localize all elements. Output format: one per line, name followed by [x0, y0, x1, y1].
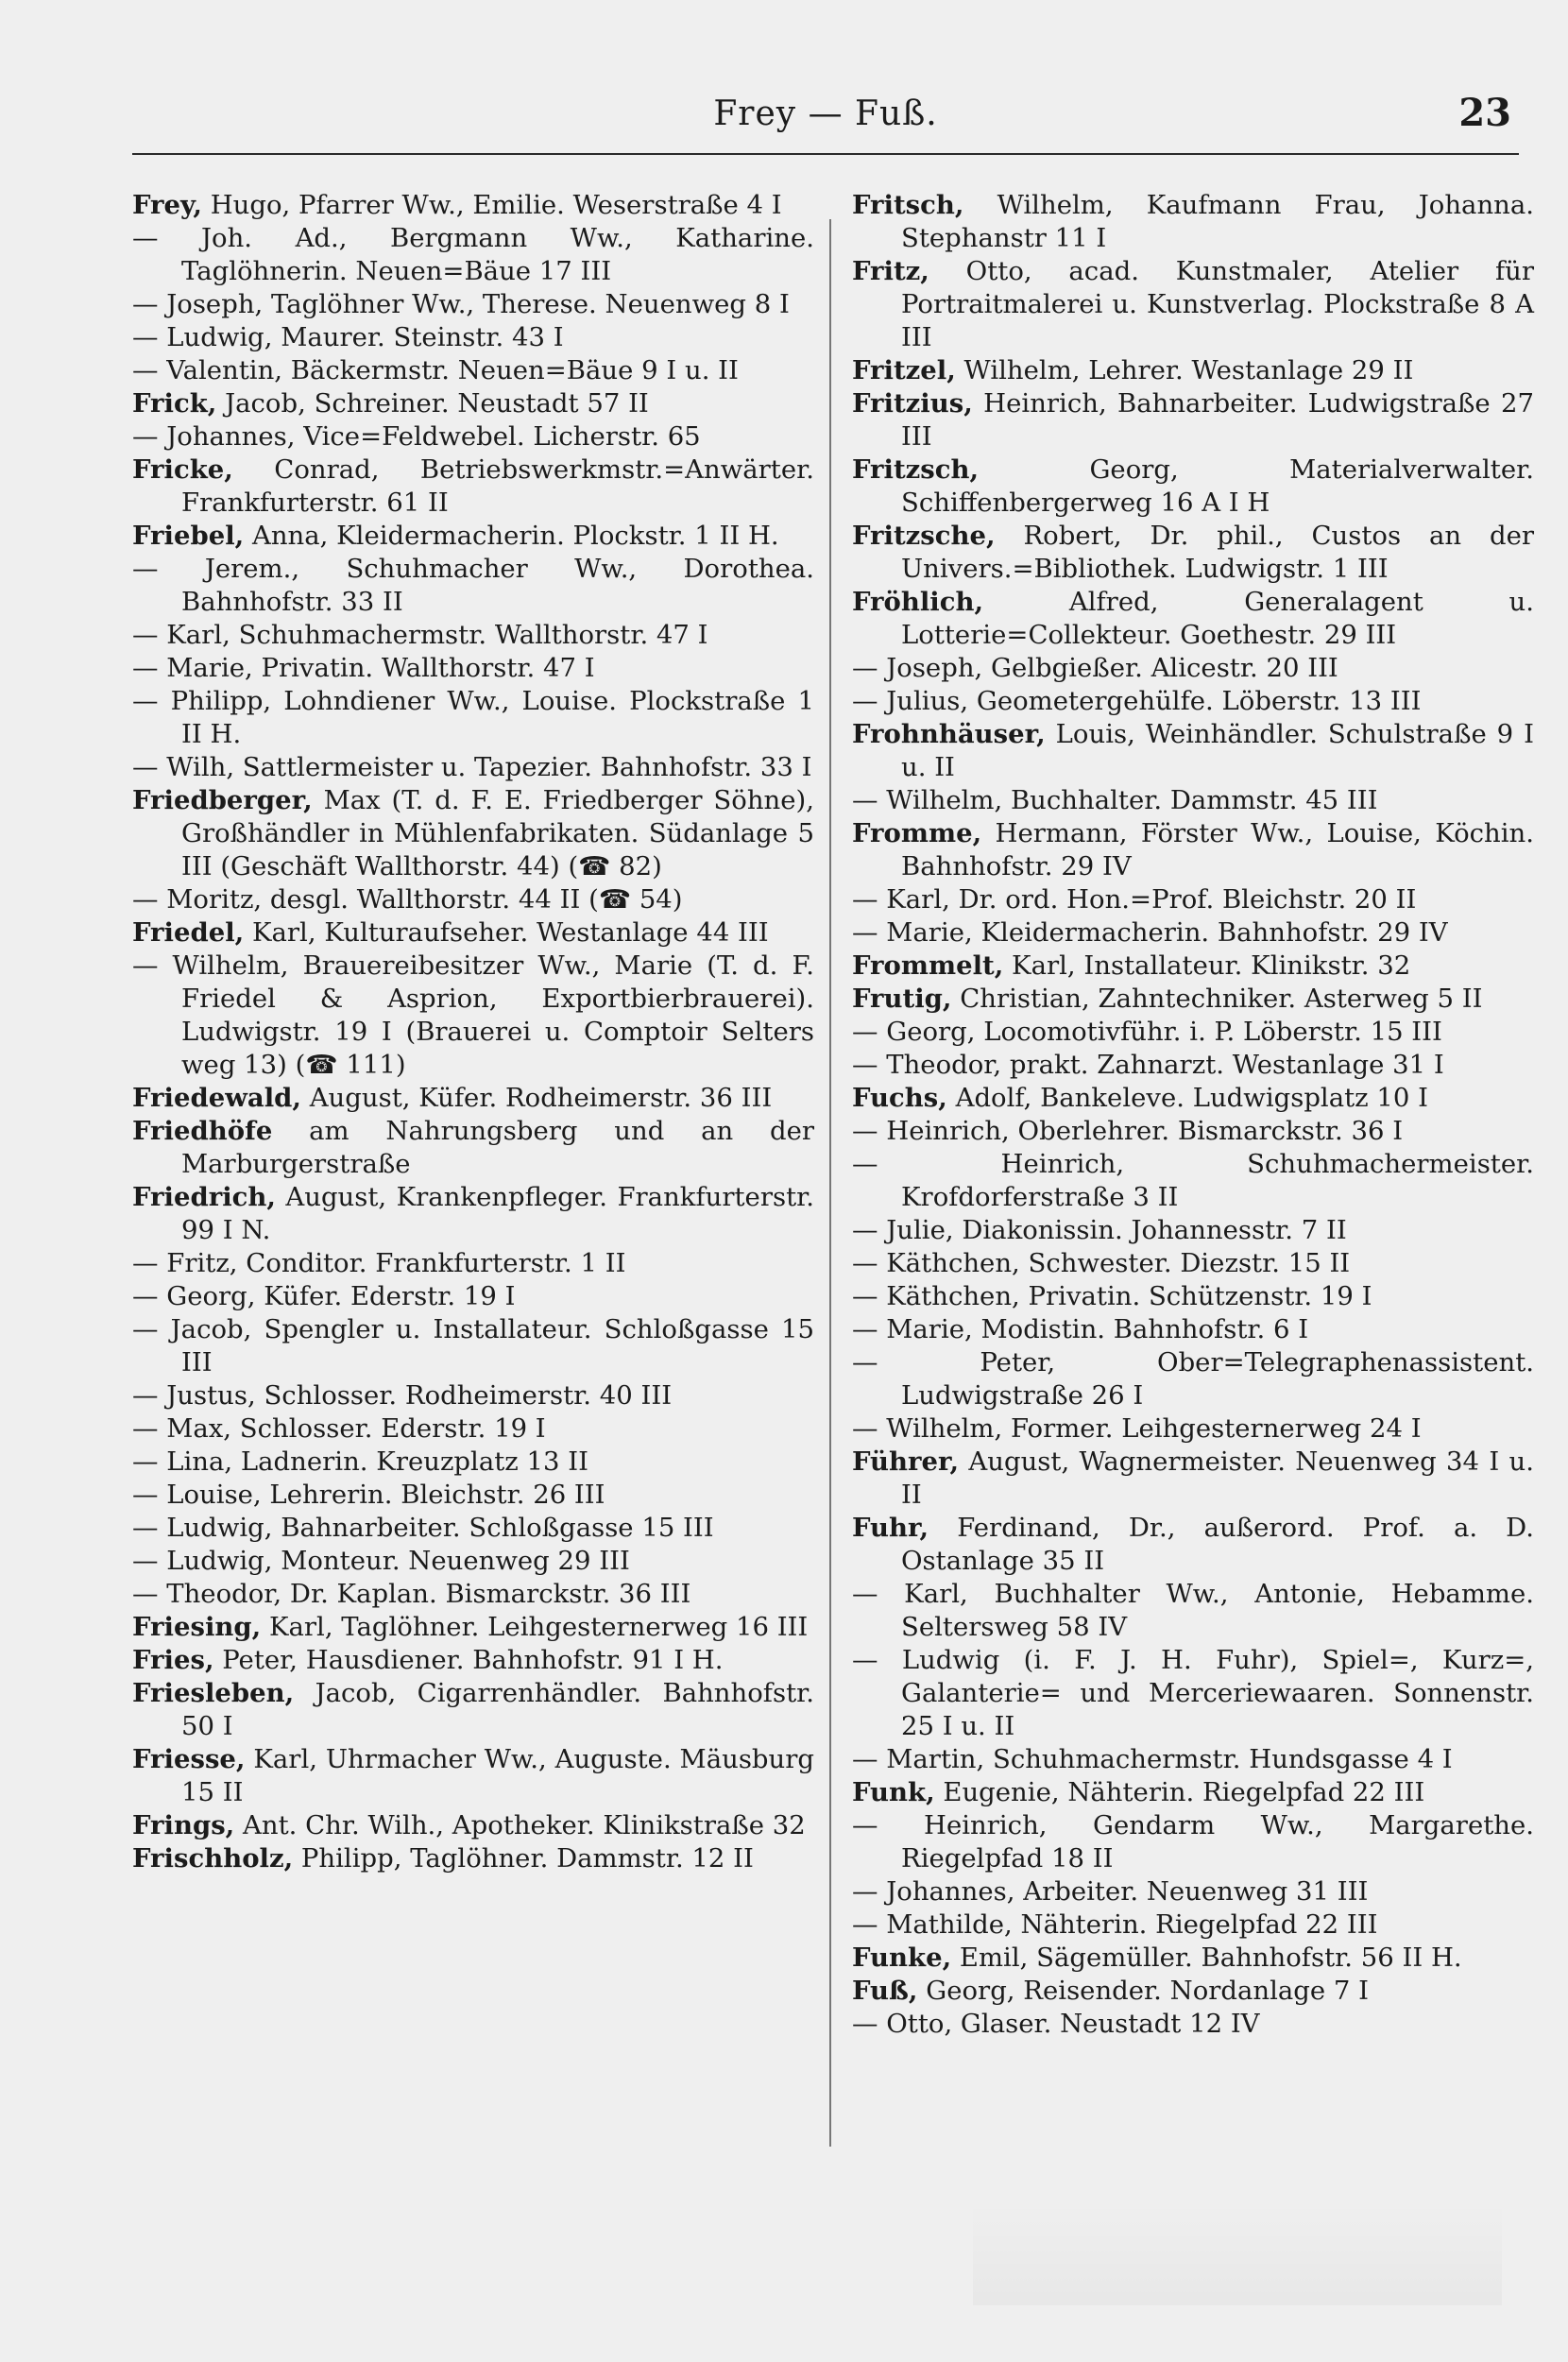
directory-entry: [852, 817, 1534, 883]
entry-details: Heinrich, Bahnarbeiter. Ludwigstraße 27 III: [901, 388, 1534, 452]
directory-entry: [852, 1446, 1534, 1512]
column-divider: [829, 219, 831, 2147]
entry-surname: Fritzsch,: [852, 454, 980, 485]
entry-surname: Friebel,: [132, 521, 245, 551]
directory-entry: [852, 883, 1534, 916]
directory-entry: [852, 1115, 1534, 1148]
entry-details: Georg, Materialverwalter. Schiffenbergerweg 16 A I H: [901, 454, 1534, 518]
entry-details: — Georg, Küfer. Ederstr. 19 I: [132, 1281, 516, 1311]
directory-entry: [132, 1280, 814, 1313]
entry-details: — Heinrich, Oberlehrer. Bismarckstr. 36 I: [852, 1116, 1404, 1146]
directory-entry: [132, 1545, 814, 1578]
directory-entry: [852, 1512, 1534, 1578]
entry-surname: Friedel,: [132, 917, 245, 948]
entry-details: Adolf, Bankeleve. Ludwigsplatz 10 I: [946, 1083, 1428, 1113]
directory-entry: [132, 520, 814, 553]
entry-surname: Funk,: [852, 1777, 935, 1807]
entry-details: Karl, Uhrmacher Ww., Auguste. Mäusburg 15 II: [181, 1744, 814, 1807]
entry-details: — Heinrich, Schuhmachermeister. Krofdorferstraße 3 II: [852, 1149, 1534, 1212]
page-stain: [973, 2201, 1502, 2305]
entry-details: — Philipp, Lohndiener Ww., Louise. Plockstraße 1 II H.: [132, 686, 814, 749]
entry-details: — Marie, Kleidermacherin. Bahnhofstr. 29 IV: [852, 917, 1448, 948]
directory-entry: [852, 189, 1534, 255]
entry-details: — Joseph, Gelbgießer. Alicestr. 20 III: [852, 653, 1338, 683]
right-column: [852, 189, 1534, 2041]
directory-entry: [132, 685, 814, 751]
directory-entry: [852, 255, 1534, 354]
directory-entry: [132, 1479, 814, 1512]
entry-details: Karl, Kulturaufseher. Westanlage 44 III: [244, 917, 769, 948]
entry-details: — Louise, Lehrerin. Bleichstr. 26 III: [132, 1480, 605, 1510]
entry-surname: Fröhlich,: [852, 587, 984, 617]
directory-entry: [132, 1181, 814, 1247]
directory-entry: [132, 553, 814, 619]
entry-details: Ferdinand, Dr., außerord. Prof. a. D. Ostanlage 35 II: [901, 1513, 1534, 1576]
directory-entry: [852, 354, 1534, 387]
entry-surname: Friedewald,: [132, 1083, 301, 1113]
entry-details: August, Küfer. Rodheimerstr. 36 III: [300, 1083, 773, 1113]
entry-details: — Mathilde, Nähterin. Riegelpfad 22 III: [852, 1909, 1378, 1940]
entry-details: Karl, Taglöhner. Leihgesternerweg 16 III: [261, 1612, 809, 1642]
directory-entry: [132, 1412, 814, 1446]
entry-surname: Frischholz,: [132, 1843, 294, 1874]
entry-details: — Julius, Geometergehülfe. Löberstr. 13 III: [852, 686, 1422, 716]
directory-entry: [132, 1644, 814, 1677]
entry-surname: Frey,: [132, 190, 202, 220]
entry-details: — Marie, Modistin. Bahnhofstr. 6 I: [852, 1314, 1309, 1344]
directory-entry: [852, 1578, 1534, 1644]
entry-details: — Jerem., Schuhmacher Ww., Dorothea. Bahnhofstr. 33 II: [132, 554, 814, 617]
entry-details: — Karl, Buchhalter Ww., Antonie, Hebamme. Seltersweg 58 IV: [852, 1579, 1534, 1642]
entry-details: — Ludwig, Bahnarbeiter. Schloßgasse 15 III: [132, 1513, 714, 1543]
directory-entry: [132, 1512, 814, 1545]
directory-entry: [132, 652, 814, 685]
directory-entry: [132, 189, 814, 222]
directory-entry: [852, 1809, 1534, 1875]
entry-details: — Wilhelm, Buchhalter. Dammstr. 45 III: [852, 785, 1378, 815]
entry-details: — Johannes, Arbeiter. Neuenweg 31 III: [852, 1876, 1369, 1907]
directory-entry: [132, 354, 814, 387]
entry-details: — Jacob, Spengler u. Installateur. Schloßgasse 15 III: [132, 1314, 814, 1378]
entry-details: Christian, Zahntechniker. Asterweg 5 II: [951, 984, 1483, 1014]
directory-entry: [852, 1313, 1534, 1346]
directory-entry: [132, 1677, 814, 1743]
directory-entry: [852, 1975, 1534, 2008]
directory-entry: [132, 619, 814, 652]
entry-details: — Max, Schlosser. Ederstr. 19 I: [132, 1413, 546, 1444]
entry-details: Max (T. d. F. E. Friedberger Söhne), Großhändler in Mühlenfabrikaten. Südanlage 5 III (Geschäft Wallthorstr. 44) (☎ 82): [181, 785, 814, 881]
entry-details: — Peter, Ober=Telegraphenassistent. Ludwigstraße 26 I: [852, 1347, 1534, 1411]
directory-entry: [132, 1611, 814, 1644]
directory-entry: [852, 1082, 1534, 1115]
entry-surname: Fritz,: [852, 256, 929, 286]
entry-surname: Frommelt,: [852, 950, 1004, 981]
entry-details: — Karl, Dr. ord. Hon.=Prof. Bleichstr. 20 II: [852, 884, 1417, 915]
entry-details: August, Krankenpfleger. Frankfurterstr. 99 I N.: [181, 1182, 814, 1245]
entry-details: Otto, acad. Kunstmaler, Atelier für Portraitmalerei u. Kunstverlag. Plockstraße 8 A III: [901, 256, 1534, 352]
entry-details: — Heinrich, Gendarm Ww., Margarethe. Riegelpfad 18 II: [852, 1810, 1534, 1874]
entry-surname: Fritzel,: [852, 355, 956, 385]
directory-entry: [132, 950, 814, 1082]
entry-details: Louis, Weinhändler. Schulstraße 9 I u. II: [901, 719, 1534, 782]
directory-entry: [852, 586, 1534, 652]
directory-entry: [132, 1115, 814, 1181]
directory-entry: [852, 387, 1534, 454]
directory-entry: [132, 321, 814, 354]
entry-details: — Käthchen, Privatin. Schützenstr. 19 I: [852, 1281, 1372, 1311]
entry-surname: Frings,: [132, 1810, 235, 1840]
entry-details: Jacob, Cigarrenhändler. Bahnhofstr. 50 I: [181, 1678, 814, 1741]
directory-entry: [132, 1578, 814, 1611]
directory-entry: [132, 454, 814, 520]
entry-surname: Fuhr,: [852, 1513, 929, 1543]
directory-entry: [852, 1280, 1534, 1313]
directory-entry: [132, 1842, 814, 1875]
page-header: [132, 87, 1519, 155]
directory-entry: [852, 784, 1534, 817]
entry-surname: Fromme,: [852, 818, 982, 848]
entry-details: — Wilh, Sattlermeister u. Tapezier. Bahnhofstr. 33 I: [132, 752, 812, 782]
directory-entry: [852, 1148, 1534, 1214]
directory-entry: [132, 420, 814, 454]
directory-entry: [132, 1313, 814, 1379]
entry-details: — Karl, Schuhmachermstr. Wallthorstr. 47 I: [132, 620, 708, 650]
entry-surname: Frutig,: [852, 984, 952, 1014]
entry-details: Anna, Kleidermacherin. Plockstr. 1 II H.: [244, 521, 779, 551]
entry-details: Eugenie, Nähterin. Riegelpfad 22 III: [934, 1777, 1425, 1807]
entry-surname: Friedberger,: [132, 785, 313, 815]
entry-details: Ant. Chr. Wilh., Apotheker. Klinikstraße 32: [234, 1810, 806, 1840]
entry-details: — Marie, Privatin. Wallthorstr. 47 I: [132, 653, 595, 683]
directory-entry: [852, 1743, 1534, 1776]
directory-entry: [852, 1016, 1534, 1049]
entry-surname: Führer,: [852, 1446, 960, 1477]
entry-surname: Friedhöfe: [132, 1116, 273, 1146]
directory-entry: [852, 1412, 1534, 1446]
directory-entry: [852, 685, 1534, 718]
entry-details: — Lina, Ladnerin. Kreuzplatz 13 II: [132, 1446, 588, 1477]
entry-details: Philipp, Taglöhner. Dammstr. 12 II: [293, 1843, 754, 1874]
entry-details: August, Wagnermeister. Neuenweg 34 I u. II: [901, 1446, 1534, 1510]
directory-entry: [852, 1908, 1534, 1942]
entry-details: am Nahrungsberg und an der Marburgerstraße: [181, 1116, 814, 1179]
directory-entry: [852, 1346, 1534, 1412]
directory-entry: [852, 718, 1534, 784]
left-column: [132, 189, 814, 1875]
entry-surname: Friesleben,: [132, 1678, 295, 1708]
directory-entry: [132, 751, 814, 784]
directory-entry: [132, 1082, 814, 1115]
entry-surname: Friedrich,: [132, 1182, 276, 1212]
entry-surname: Frohnhäuser,: [852, 719, 1046, 749]
running-head: Frey — Fuß.: [713, 94, 938, 133]
entry-details: — Joseph, Taglöhner Ww., Therese. Neuenweg 8 I: [132, 289, 790, 319]
entry-details: — Theodor, Dr. Kaplan. Bismarckstr. 36 III: [132, 1579, 691, 1609]
directory-entry: [852, 1875, 1534, 1908]
entry-details: — Georg, Locomotivführ. i. P. Löberstr. 15 III: [852, 1017, 1442, 1047]
directory-entry: [132, 288, 814, 321]
directory-entry: [132, 883, 814, 916]
directory-entry: [852, 1049, 1534, 1082]
directory-entry: [852, 652, 1534, 685]
entry-surname: Fries,: [132, 1645, 214, 1675]
directory-entry: [852, 1214, 1534, 1247]
entry-details: — Julie, Diakonissin. Johannesstr. 7 II: [852, 1215, 1347, 1245]
entry-surname: Friesse,: [132, 1744, 246, 1774]
entry-details: Peter, Hausdiener. Bahnhofstr. 91 I H.: [213, 1645, 724, 1675]
entry-details: Robert, Dr. phil., Custos an der Univers.=Bibliothek. Ludwigstr. 1 III: [901, 521, 1534, 584]
directory-entry: [132, 1379, 814, 1412]
directory-entry: [852, 1644, 1534, 1743]
directory-entry: [852, 2008, 1534, 2041]
entry-details: — Wilhelm, Former. Leihgesternerweg 24 I: [852, 1413, 1422, 1444]
directory-entry: [132, 387, 814, 420]
entry-details: — Martin, Schuhmachermstr. Hundsgasse 4 I: [852, 1744, 1453, 1774]
entry-surname: Fuß,: [852, 1976, 918, 2006]
entry-details: — Theodor, prakt. Zahnarzt. Westanlage 31 I: [852, 1050, 1444, 1080]
entry-surname: Fritsch,: [852, 190, 964, 220]
entry-surname: Frick,: [132, 388, 217, 419]
entry-details: — Fritz, Conditor. Frankfurterstr. 1 II: [132, 1248, 626, 1278]
directory-entry: [852, 950, 1534, 983]
entry-details: Conrad, Betriebswerkmstr.=Anwärter. Frankfurterstr. 61 II: [181, 454, 814, 518]
entry-details: Alfred, Generalagent u. Lotterie=Collekteur. Goethestr. 29 III: [901, 587, 1534, 650]
directory-entry: [132, 1743, 814, 1809]
entry-details: Hugo, Pfarrer Ww., Emilie. Weserstraße 4 I: [201, 190, 782, 220]
entry-details: — Moritz, desgl. Wallthorstr. 44 II (☎ 54): [132, 884, 683, 915]
entry-surname: Fricke,: [132, 454, 233, 485]
entry-details: Wilhelm, Lehrer. Westanlage 29 II: [955, 355, 1414, 385]
directory-entry: [132, 916, 814, 950]
entry-details: — Ludwig, Monteur. Neuenweg 29 III: [132, 1546, 630, 1576]
entry-details: Jacob, Schreiner. Neustadt 57 II: [216, 388, 649, 419]
entry-surname: Funke,: [852, 1943, 952, 1973]
entry-details: Wilhelm, Kaufmann Frau, Johanna. Stephanstr 11 I: [901, 190, 1534, 253]
directory-entry: [852, 916, 1534, 950]
entry-details: Emil, Sägemüller. Bahnhofstr. 56 II H.: [951, 1943, 1462, 1973]
entry-details: — Otto, Glaser. Neustadt 12 IV: [852, 2009, 1260, 2039]
directory-entry: [852, 1942, 1534, 1975]
directory-entry: [132, 1247, 814, 1280]
entry-details: Georg, Reisender. Nordanlage 7 I: [917, 1976, 1370, 2006]
entry-surname: Fuchs,: [852, 1083, 947, 1113]
entry-surname: Fritzius,: [852, 388, 973, 419]
page-number: 23: [1458, 91, 1511, 135]
directory-entry: [852, 1776, 1534, 1809]
entry-surname: Friesing,: [132, 1612, 262, 1642]
entry-details: — Käthchen, Schwester. Diezstr. 15 II: [852, 1248, 1351, 1278]
directory-entry: [132, 784, 814, 883]
entry-details: Karl, Installateur. Klinikstr. 32: [1003, 950, 1411, 981]
entry-details: — Justus, Schlosser. Rodheimerstr. 40 III: [132, 1380, 673, 1411]
entry-details: Hermann, Förster Ww., Louise, Köchin. Bahnhofstr. 29 IV: [901, 818, 1534, 881]
directory-entry: [852, 520, 1534, 586]
directory-entry: [852, 454, 1534, 520]
entry-details: — Wilhelm, Brauereibesitzer Ww., Marie (T. d. F. Friedel & Asprion, Exportbierbrauerei). Ludwigstr. 19 I (Brauerei u. Comptoir Selters weg 13) (☎ 111): [132, 950, 814, 1080]
entry-details: — Valentin, Bäckermstr. Neuen=Bäue 9 I u. II: [132, 355, 739, 385]
directory-entry: [852, 983, 1534, 1016]
directory-entry: [132, 1809, 814, 1842]
directory-entry: [132, 222, 814, 288]
entry-surname: Fritzsche,: [852, 521, 996, 551]
entry-details: — Ludwig (i. F. J. H. Fuhr), Spiel=, Kurz=, Galanterie= und Merceriewaaren. Sonnenstr. 25 I u. II: [852, 1645, 1534, 1741]
directory-entry: [132, 1446, 814, 1479]
directory-entry: [852, 1247, 1534, 1280]
entry-details: — Joh. Ad., Bergmann Ww., Katharine. Taglöhnerin. Neuen=Bäue 17 III: [132, 223, 814, 286]
entry-details: — Ludwig, Maurer. Steinstr. 43 I: [132, 322, 564, 352]
entry-details: — Johannes, Vice=Feldwebel. Licherstr. 65: [132, 421, 701, 452]
